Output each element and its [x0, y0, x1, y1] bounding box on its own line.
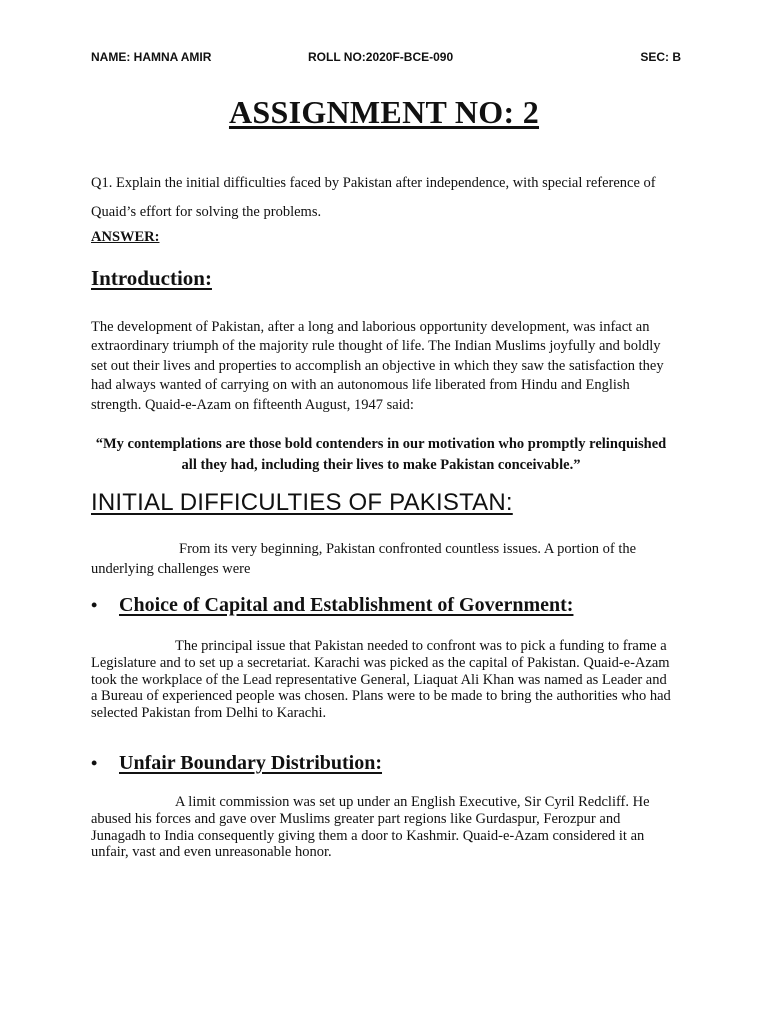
introduction-heading: Introduction:	[91, 266, 212, 290]
assignment-title: ASSIGNMENT NO: 2	[228, 94, 540, 130]
student-name: NAME: HAMNA AMIR	[91, 50, 212, 64]
initial-difficulties-paragraph: From its very beginning, Pakistan confronted countless issues. A portion of the underlying challenges were	[91, 541, 637, 577]
roll-number: ROLL NO:2020F-BCE-090	[308, 50, 454, 64]
section-heading-boundary	[91, 752, 382, 775]
initial-difficulties-heading: INITIAL DIFFICULTIES OF PAKISTAN:	[91, 489, 513, 516]
capital-heading-text: Choice of Capital and Establishment of Government:	[119, 594, 574, 616]
bullet-icon: •	[91, 753, 98, 773]
bullet-icon: •	[91, 595, 98, 615]
introduction-paragraph: The development of Pakistan, after a long and laborious opportunity development, was infact an extraordinary triumph of the majority rule thought of life. The Indian Muslims joyfully and boldly set out their lives and properties to accomplish an objective in which they saw the satisfaction they had always wanted of carrying on with an autonomous life liberated from Hindu and English strength. Quaid-e-Azam on fifteenth August, 1947 said:	[91, 319, 664, 413]
quaid-quote: “My contemplations are those bold contenders in our motivation who promptly relinquished all they had, including their lives to make Pakistan conceivable.”	[95, 436, 667, 473]
boundary-paragraph: A limit commission was set up under an English Executive, Sir Cyril Redcliff. He abused his forces and gave over Muslims greater part regions like Gurdaspur, Ferozpur and Junagadh to India consequently giving them a door to Kashmir. Quaid-e-Azam considered it an unfair, vast and even unreasonable honor.	[91, 794, 650, 861]
section-heading-capital	[91, 594, 573, 617]
document-header	[91, 50, 681, 68]
answer-label: ANSWER:	[91, 229, 160, 245]
question-text: Q1. Explain the initial difficulties faced by Pakistan after independence, with special reference of Quaid’s effort for solving the problems.	[91, 175, 656, 220]
boundary-heading-text: Unfair Boundary Distribution:	[119, 752, 383, 774]
capital-paragraph: The principal issue that Pakistan needed to confront was to pick a funding to frame a Legislature and to set up a secretariat. Karachi was picked as the capital of Pakistan. Quaid-e-Azam took the workplace of the Lead representative General, Liaquat Ali Khan was named as Leader and a Bureau of experienced people was chosen. Plans were to be made to bring the authorities who had selected Pakistan from Delhi to Karachi.	[91, 638, 671, 722]
section: SEC: B	[640, 50, 681, 64]
